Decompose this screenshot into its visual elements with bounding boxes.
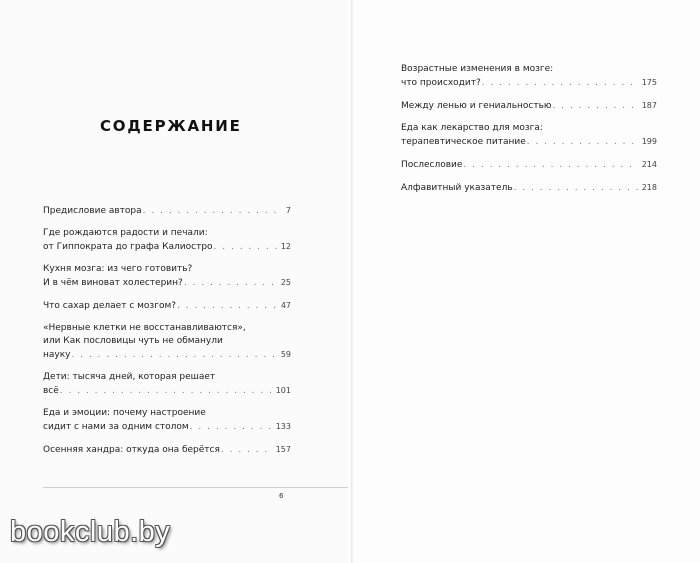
toc-entry-line <box>401 181 657 195</box>
toc-leader-dots <box>60 385 272 398</box>
toc-leader-dots <box>514 182 638 195</box>
toc-leader-dots <box>527 136 638 149</box>
toc-entry-text: сидит с нами за одним столом <box>43 422 189 432</box>
toc-entry-text: или Как пословицы чуть не обманули <box>43 336 223 346</box>
toc-entry <box>43 299 291 313</box>
toc-entry <box>401 99 657 113</box>
toc-entry <box>43 263 291 290</box>
contents-title: СОДЕРЖАНИЕ <box>100 117 242 135</box>
toc-entry-line <box>43 263 291 276</box>
toc-entry-text: Еда и эмоции: почему настроение <box>43 408 206 418</box>
toc-entry-text: «Нервные клетки не восстанавливаются», <box>43 323 246 333</box>
toc-entry-text: науку <box>43 350 71 360</box>
toc-page-number: 187 <box>641 101 657 110</box>
toc-entry-line <box>43 407 291 420</box>
toc-page-number: 175 <box>641 78 657 87</box>
toc-entry <box>43 443 291 457</box>
toc-entry-text: Дети: тысяча дней, которая решает <box>43 372 216 382</box>
toc-page-number: 7 <box>285 206 291 215</box>
toc-entry-text: Еда как лекарство для мозга: <box>401 123 543 133</box>
toc-leader-dots <box>463 159 637 172</box>
toc-entry-line <box>401 76 657 90</box>
toc-entry-text: Кухня мозга: из чего готовить? <box>43 264 193 274</box>
toc-leader-dots <box>214 241 277 254</box>
toc-entry-text: Между ленью и гениальностью <box>401 101 552 111</box>
toc-entry-line <box>401 135 657 149</box>
watermark: bookclub.by <box>10 516 171 548</box>
toc-page-number: 59 <box>280 350 291 359</box>
toc-entry-line <box>43 299 291 313</box>
toc-leader-dots <box>177 300 277 313</box>
toc-entry-line <box>43 420 291 434</box>
toc-entry-text: Послесловие <box>401 160 463 170</box>
toc-entry-text: Что сахар делает с мозгом? <box>43 301 177 311</box>
toc-entry-text: что происходит? <box>401 78 481 88</box>
toc-leader-dots <box>221 444 272 457</box>
toc-page-number: 25 <box>280 278 291 287</box>
toc-entry-line <box>401 158 657 172</box>
toc-entry <box>401 181 657 195</box>
toc-entry-text: терапевтическое питание <box>401 137 526 147</box>
toc-leader-dots <box>72 349 277 362</box>
toc-entry-line <box>43 371 291 384</box>
toc-entry-text: Возрастные изменения в мозге: <box>401 64 554 74</box>
toc-entry-text: Где рождаются радости и печали: <box>43 228 208 238</box>
toc-right <box>401 63 657 204</box>
toc-entry-line <box>43 335 291 348</box>
toc-entry <box>43 371 291 398</box>
toc-leader-dots <box>143 205 282 218</box>
toc-page-number: 133 <box>275 422 291 431</box>
toc-entry-text: всё <box>43 386 59 396</box>
toc-leader-dots <box>552 100 637 113</box>
toc-entry-line <box>43 204 291 218</box>
toc-entry-line <box>43 348 291 362</box>
toc-page-number: 214 <box>641 160 657 169</box>
toc-entry <box>43 407 291 434</box>
page-number: 6 <box>279 492 284 500</box>
toc-entry-line <box>43 227 291 240</box>
toc-entry <box>401 63 657 90</box>
toc-entry-line <box>43 443 291 457</box>
toc-page-number: 47 <box>280 301 291 310</box>
toc-entry-line <box>401 122 657 135</box>
toc-page-number: 199 <box>641 137 657 146</box>
toc-entry-line <box>43 322 291 335</box>
toc-entry-text: Предисловие автора <box>43 206 142 216</box>
toc-entry-text: от Гиппократа до графа Калиостро <box>43 242 213 252</box>
toc-page-number: 101 <box>275 386 291 395</box>
toc-entry-line <box>43 240 291 254</box>
toc-page-number: 12 <box>280 242 291 251</box>
toc-left <box>43 204 291 466</box>
toc-page-number: 218 <box>641 183 657 192</box>
toc-entry <box>401 122 657 149</box>
toc-page-number: 157 <box>275 445 291 454</box>
toc-entry-line <box>43 384 291 398</box>
book-spine <box>351 0 354 563</box>
toc-entry-text: Осенняя хандра: откуда она берётся <box>43 445 220 455</box>
toc-entry-line <box>401 99 657 113</box>
toc-leader-dots <box>482 77 638 90</box>
toc-leader-dots <box>184 277 277 290</box>
toc-entry-text: Алфавитный указатель <box>401 183 513 193</box>
toc-entry-line <box>43 276 291 290</box>
footer-rule <box>43 487 348 488</box>
toc-entry <box>43 204 291 218</box>
toc-leader-dots <box>190 421 272 434</box>
toc-entry <box>43 227 291 254</box>
toc-entry <box>43 322 291 362</box>
toc-entry-text: И в чём виноват холестерин? <box>43 278 183 288</box>
toc-entry-line <box>401 63 657 76</box>
toc-entry <box>401 158 657 172</box>
